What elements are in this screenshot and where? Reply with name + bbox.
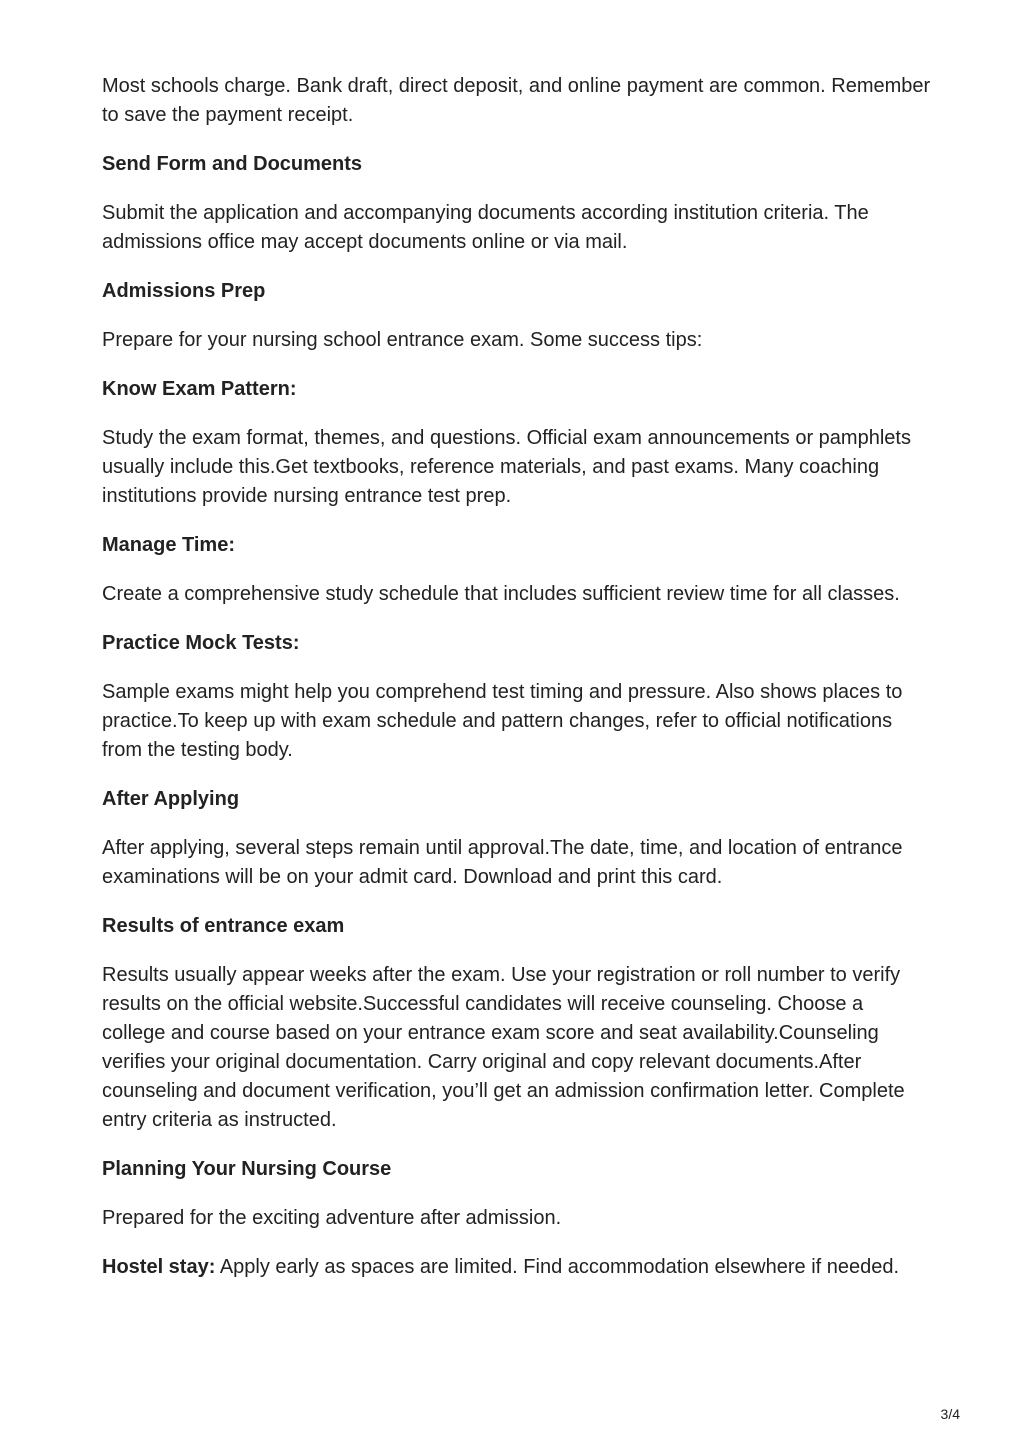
results-heading: Results of entrance exam (102, 915, 345, 937)
after-applying-paragraph: After applying, several steps remain until approval.The date, time, and location of entrance examinations will be on your admit card. Download and print this card. (102, 837, 903, 888)
practice-mock-tests-paragraph: Sample exams might help you comprehend test timing and pressure. Also shows places to practice.To keep up with exam schedule and pattern changes, refer to official notifications from the testing body. (102, 681, 903, 761)
planning-course-paragraph: Prepared for the exciting adventure after admission. (102, 1207, 562, 1229)
results-paragraph: Results usually appear weeks after the exam. Use your registration or roll number to verify results on the official website.Successful candidates will receive counseling. Choose a college and course based on your entrance exam score and seat availability.Counseling verifies your original documentation. Carry original and copy relevant documents.After counseling and document verification, you’ll get an admission confirmation letter. Complete entry criteria as instructed. (102, 964, 905, 1131)
manage-time-heading: Manage Time: (102, 534, 235, 556)
send-form-heading: Send Form and Documents (102, 153, 363, 175)
send-form-paragraph: Submit the application and accompanying documents according institution criteria. The admissions office may accept documents online or via mail. (102, 202, 869, 253)
admissions-prep-paragraph: Prepare for your nursing school entrance exam. Some success tips: (102, 329, 703, 351)
manage-time-paragraph: Create a comprehensive study schedule that includes sufficient review time for all classes. (102, 583, 900, 605)
know-exam-pattern-heading: Know Exam Pattern: (102, 378, 297, 400)
page-number: 3/4 (940, 1406, 960, 1422)
hostel-stay-text: Apply early as spaces are limited. Find accommodation elsewhere if needed. (215, 1256, 900, 1278)
hostel-stay-lead: Hostel stay: (102, 1256, 216, 1278)
after-applying-heading: After Applying (102, 788, 240, 810)
practice-mock-tests-heading: Practice Mock Tests: (102, 632, 300, 654)
planning-course-heading: Planning Your Nursing Course (102, 1158, 392, 1180)
document-page (102, 72, 932, 1302)
hostel-stay-paragraph (102, 1253, 932, 1282)
payment-paragraph: Most schools charge. Bank draft, direct deposit, and online payment are common. Remember to save the payment receipt. (102, 75, 931, 126)
admissions-prep-heading: Admissions Prep (102, 280, 266, 302)
know-exam-pattern-paragraph: Study the exam format, themes, and questions. Official exam announcements or pamphlets usually include this.Get textbooks, reference materials, and past exams. Many coaching institutions provide nursing entrance test prep. (102, 427, 911, 507)
